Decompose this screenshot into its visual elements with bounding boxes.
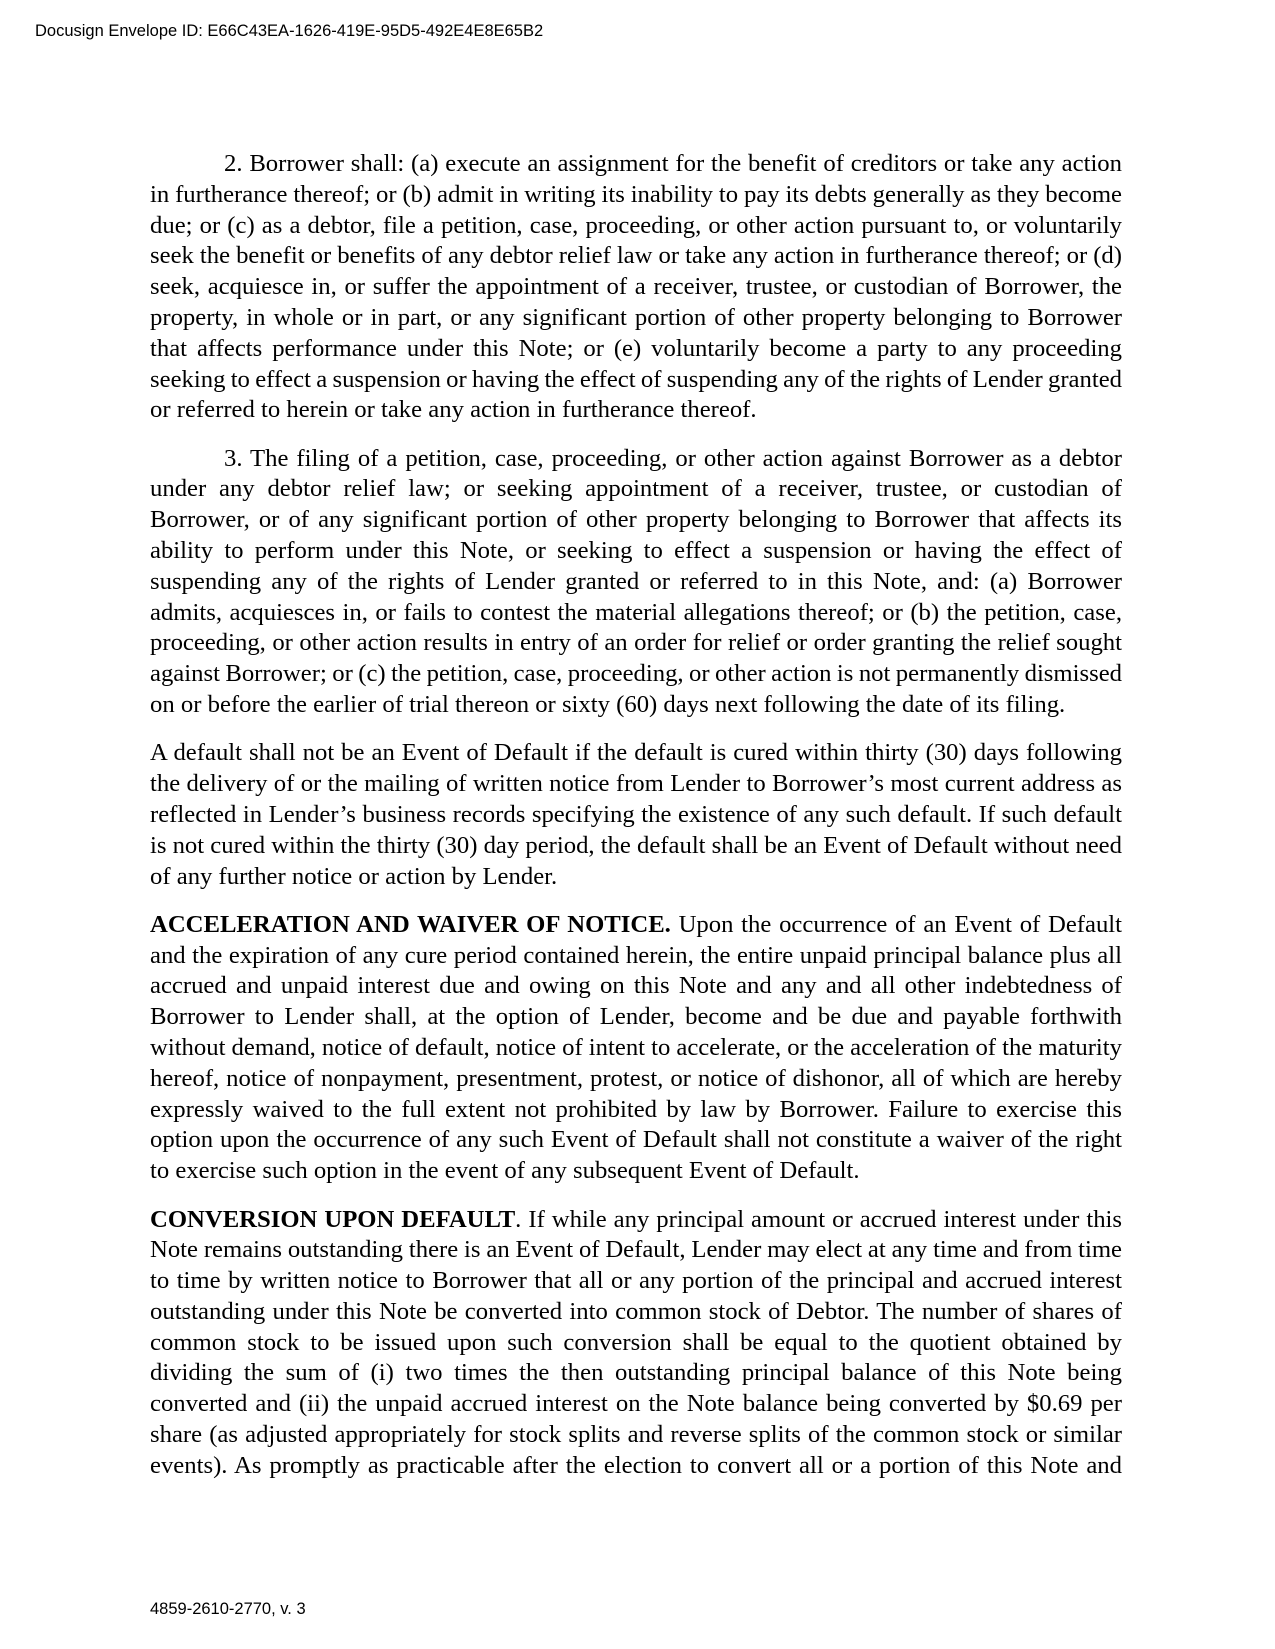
- paragraph-line: [150, 1095, 1122, 1126]
- line-text: that affects performance under this Note; or (e) voluntarily become a party to any proceeding: [150, 334, 1122, 362]
- line-text: admits, acquiesces in, or fails to contest the material allegations thereof; or (b) the petition, case,: [150, 598, 1122, 626]
- line-text: expressly waived to the full extent not prohibited by law by Borrower. Failure to exercise this: [150, 1095, 1122, 1123]
- document-body: [150, 149, 1122, 1499]
- line-text: reflected in Lender’s business records specifying the existence of any such default. If such default: [150, 800, 1122, 828]
- line-text: suspending any of the rights of Lender granted or referred to in this Note, and: (a) Borrower: [150, 567, 1122, 595]
- paragraph-line: [150, 1156, 1122, 1187]
- paragraph-line: [150, 800, 1122, 831]
- line-text: seek, acquiesce in, or suffer the appointment of a receiver, trustee, or custodian of Borrower, the: [150, 273, 1122, 301]
- section-heading: ACCELERATION AND WAIVER OF NOTICE.: [150, 910, 671, 938]
- line-text-rest: Upon the occurrence of an Event of Default: [678, 910, 1123, 938]
- paragraph-item-2: [150, 149, 1122, 426]
- line-text: and the expiration of any cure period contained herein, the entire unpaid principal balance plus all: [150, 941, 1122, 969]
- paragraph-line: [150, 1297, 1122, 1328]
- paragraph-line: [150, 272, 1122, 303]
- paragraph-line: [150, 738, 1122, 769]
- paragraph-item-3: [150, 444, 1122, 721]
- line-text: on or before the earlier of trial thereon or sixty (60) days next following the date of its filing.: [150, 691, 1066, 719]
- line-text: [150, 911, 1122, 938]
- paragraph-line: [150, 474, 1122, 505]
- paragraph-line: [150, 241, 1122, 272]
- line-text: the delivery of or the mailing of written notice from Lender to Borrower’s most current address as: [150, 770, 1122, 798]
- paragraph-line: [150, 1358, 1122, 1389]
- line-text: hereof, notice of nonpayment, presentment, protest, or notice of dishonor, all of which are hereby: [150, 1064, 1122, 1092]
- paragraph-line: [150, 1328, 1122, 1359]
- line-text: 3. The filing of a petition, case, proceeding, or other action against Borrower as a debtor: [224, 444, 1122, 472]
- document-number-footer: 4859-2610-2770, v. 3: [150, 1600, 306, 1618]
- line-text: outstanding under this Note be converted into common stock of Debtor. The number of shares of: [150, 1297, 1122, 1325]
- line-text: proceeding, or other action results in entry of an order for relief or order granting the relief sought: [150, 629, 1122, 657]
- line-text: accrued and unpaid interest due and owing on this Note and any and all other indebtedness of: [150, 972, 1122, 1000]
- paragraph-line: [150, 505, 1122, 536]
- line-text: common stock to be issued upon such conversion shall be equal to the quotient obtained by: [150, 1328, 1122, 1356]
- paragraph-line: [150, 690, 1122, 721]
- paragraph-line: [150, 536, 1122, 567]
- paragraph-line: [150, 659, 1122, 690]
- paragraph-cure-period: [150, 738, 1122, 892]
- line-text: of any further notice or action by Lender.: [150, 862, 558, 890]
- line-text: [150, 1206, 1122, 1233]
- line-text: seek the benefit or benefits of any debtor relief law or take any action in furtherance thereof; or (d): [150, 242, 1122, 270]
- line-text: converted and (ii) the unpaid accrued interest on the Note balance being converted by $0.69 per: [150, 1390, 1122, 1418]
- paragraph-line: [150, 1451, 1122, 1482]
- line-text: A default shall not be an Event of Default if the default is cured within thirty (30) days following: [150, 739, 1122, 767]
- line-text: to exercise such option in the event of any subsequent Event of Default.: [150, 1157, 860, 1185]
- section-heading: CONVERSION UPON DEFAULT: [150, 1205, 516, 1233]
- paragraph-line: [150, 1420, 1122, 1451]
- paragraph-line: [150, 334, 1122, 365]
- paragraph-line: [150, 444, 1122, 475]
- line-text: or referred to herein or take any action in furtherance thereof.: [150, 396, 757, 424]
- line-text: in furtherance thereof; or (b) admit in writing its inability to pay its debts generally as they become: [150, 180, 1122, 208]
- line-text: to time by written notice to Borrower that all or any portion of the principal and accrued interest: [150, 1267, 1122, 1295]
- envelope-id-header: Docusign Envelope ID: E66C43EA-1626-419E-95D5-492E4E8E65B2: [35, 22, 544, 40]
- line-text: under any debtor relief law; or seeking appointment of a receiver, trustee, or custodian of: [150, 475, 1122, 503]
- paragraph-line: [150, 1266, 1122, 1297]
- line-text: 2. Borrower shall: (a) execute an assignment for the benefit of creditors or take any action: [224, 150, 1122, 177]
- line-text-rest: . If while any principal amount or accrued interest under this: [515, 1205, 1122, 1233]
- paragraph-line: [150, 598, 1122, 629]
- paragraph-line: [150, 1064, 1122, 1095]
- paragraph-line: [150, 395, 1122, 426]
- paragraph-acceleration: [150, 910, 1122, 1187]
- line-text: without demand, notice of default, notice of intent to accelerate, or the acceleration of the maturity: [150, 1034, 1122, 1062]
- paragraph-line: [150, 1125, 1122, 1156]
- paragraph-line: [150, 1002, 1122, 1033]
- paragraph-line: [150, 628, 1122, 659]
- paragraph-line: [150, 567, 1122, 598]
- paragraph-line: [150, 831, 1122, 862]
- line-text: events). As promptly as practicable after the election to convert all or a portion of this Note and: [150, 1451, 1122, 1479]
- line-text: dividing the sum of (i) two times the then outstanding principal balance of this Note being: [150, 1359, 1122, 1387]
- paragraph-line: [150, 971, 1122, 1002]
- paragraph-line: [150, 149, 1122, 180]
- paragraph-line: [150, 1033, 1122, 1064]
- line-text: option upon the occurrence of any such Event of Default shall not constitute a waiver of the right: [150, 1126, 1122, 1154]
- line-text: share (as adjusted appropriately for stock splits and reverse splits of the common stock or similar: [150, 1421, 1122, 1449]
- paragraph-line: [150, 211, 1122, 242]
- line-text: Borrower to Lender shall, at the option of Lender, become and be due and payable forthwith: [150, 1003, 1122, 1031]
- line-text: seeking to effect a suspension or having the effect of suspending any of the rights of Lender granted: [150, 365, 1122, 393]
- paragraph-line: [150, 862, 1122, 893]
- paragraph-line: [150, 365, 1122, 396]
- paragraph-line: [150, 1389, 1122, 1420]
- paragraph-line: [150, 180, 1122, 211]
- paragraph-line: [150, 303, 1122, 334]
- line-text: Note remains outstanding there is an Event of Default, Lender may elect at any time and from time: [150, 1236, 1122, 1264]
- paragraph-line: [150, 1205, 1122, 1236]
- line-text: due; or (c) as a debtor, file a petition, case, proceeding, or other action pursuant to, or voluntarily: [150, 211, 1122, 239]
- line-text: is not cured within the thirty (30) day period, the default shall be an Event of Default without need: [150, 831, 1122, 859]
- paragraph-conversion: [150, 1205, 1122, 1482]
- line-text: ability to perform under this Note, or seeking to effect a suspension or having the effect of: [150, 537, 1122, 565]
- paragraph-line: [150, 910, 1122, 941]
- line-text: Borrower, or of any significant portion of other property belonging to Borrower that affects its: [150, 506, 1122, 534]
- line-text: against Borrower; or (c) the petition, case, proceeding, or other action is not permanently dismissed: [150, 660, 1122, 688]
- line-text: property, in whole or in part, or any significant portion of other property belonging to Borrower: [150, 303, 1122, 331]
- paragraph-line: [150, 941, 1122, 972]
- paragraph-line: [150, 1235, 1122, 1266]
- paragraph-line: [150, 769, 1122, 800]
